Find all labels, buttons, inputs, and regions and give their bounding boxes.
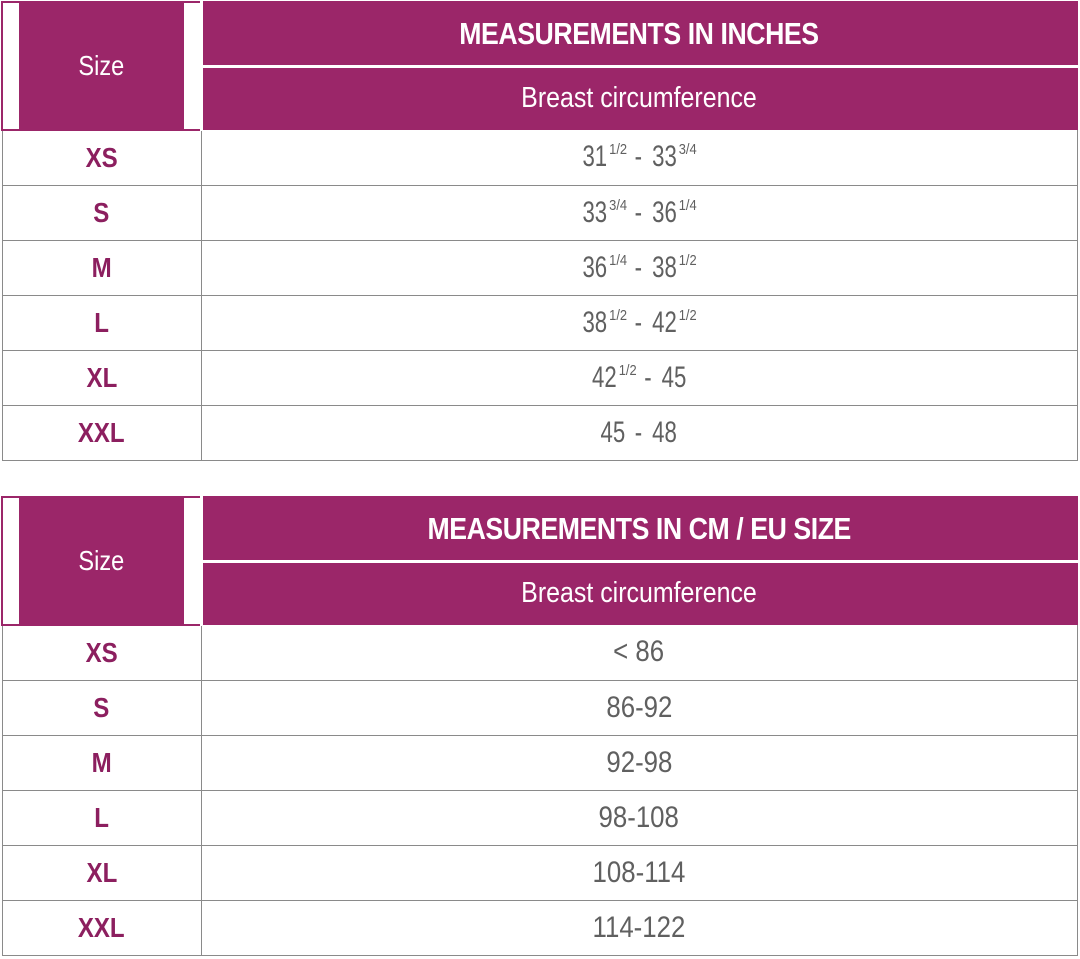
measurement-cell: 92-98 [201,735,1077,790]
size-cell: S [2,185,201,240]
table-header-row [2,2,1077,67]
measurement-cell: 45 - 48 [201,405,1077,460]
measurement-cell: 114-122 [201,900,1077,955]
table-row [2,735,1077,790]
table-row [2,240,1077,295]
table-header-row [2,497,1077,562]
measurement-cell: 38 $^{1/2}$ - 42 $^{1/2}$ [201,295,1077,350]
measurement-cell: < 86 [201,625,1077,681]
measurement-cell: 31 $^{1/2}$ - 33 $^{3/4}$ [201,130,1077,186]
table-title: MEASUREMENTS IN CM / EU SIZE [201,497,1077,562]
size-cell: XXL [2,900,201,955]
measurement-cell: 86-92 [201,680,1077,735]
measurement-cell: 98-108 [201,790,1077,845]
size-cell: XS [2,130,201,186]
size-cell: XL [2,350,201,405]
measurement-cell: 42 $^{1/2}$ - 45 [201,350,1077,405]
table-row [2,295,1077,350]
size-cell: M [2,240,201,295]
size-cell: L [2,295,201,350]
measurement-cell: 108-114 [201,845,1077,900]
size-table-inches [1,1,1078,461]
table-row [2,185,1077,240]
size-cell: XS [2,625,201,681]
size-cell: M [2,735,201,790]
measurement-cell: 36 $^{1/4}$ - 38 $^{1/2}$ [201,240,1077,295]
size-cell: L [2,790,201,845]
size-column-header: Size [18,497,185,625]
size-cell: XL [2,845,201,900]
measurement-cell: 33 $^{3/4}$ - 36 $^{1/4}$ [201,185,1077,240]
table-row [2,350,1077,405]
table-row [2,130,1077,186]
measurement-column-header: Breast circumference [201,562,1077,625]
size-cell: XXL [2,405,201,460]
size-table-cm [1,496,1078,956]
measurement-column-header: Breast circumference [201,67,1077,130]
table-title: MEASUREMENTS IN INCHES [201,2,1077,67]
size-cell: S [2,680,201,735]
table-row [2,680,1077,735]
size-column-header: Size [18,2,185,130]
table-row [2,405,1077,460]
table-row [2,625,1077,681]
table-row [2,900,1077,955]
table-row [2,790,1077,845]
table-row [2,845,1077,900]
